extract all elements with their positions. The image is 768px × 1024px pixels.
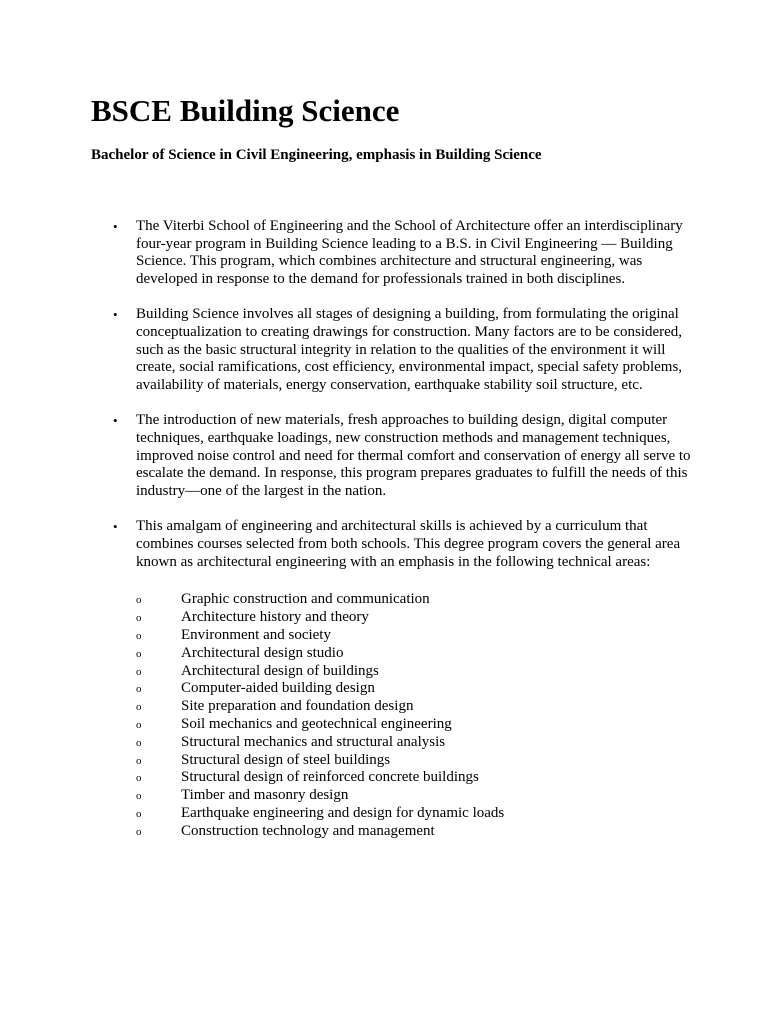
list-item: o Earthquake engineering and design for dynamic loads [136,805,691,823]
page-title: BSCE Building Science [91,93,400,128]
bullet-item-3 [91,412,691,501]
bullet-icon: • [113,519,118,535]
sub-bullet-icon: o [136,825,142,838]
list-item: o Site preparation and foundation design [136,698,691,716]
sub-bullet-icon: o [136,754,142,767]
bullet-list [91,218,691,858]
bullet-text-2: Building Science involves all stages of designing a building, from formulating the original conceptualization to creating drawings for construction. Many factors are to be considered, such as the basic structural integrity in relation to the qualities of the environment it will create, social ramifications, cost efficiency, environmental impact, special safety problems, availability of materials, energy conservation, earthquake stability soil structure, etc. [136,306,683,394]
sub-bullet-icon: o [136,612,142,625]
list-item: o Computer-aided building design [136,680,691,698]
list-item: o Soil mechanics and geotechnical engineering [136,716,691,734]
bullet-item-4 [91,518,691,840]
bullet-icon: • [113,219,118,234]
list-item: o Structural mechanics and structural analysis [136,734,691,752]
sub-bullet-icon: o [136,647,142,660]
sub-bullet-icon: o [136,665,142,678]
sub-bullet-icon: o [136,701,142,714]
list-item: o Environment and society [136,627,691,645]
sub-bullet-icon: o [136,772,142,785]
sub-bullet-icon: o [136,790,142,803]
list-item: o Timber and masonry design [136,787,691,805]
bullet-text-1: The Viterbi School of Engineering and the School of Architecture offer an interdisciplinary four-year program in Building Science leading to a B.S. in Civil Engineering — Building Science. This program, which combines architecture and structural engineering, was developed in response to the demand for professionals trained in both disciplines. [136,218,683,288]
technical-areas-list [136,591,691,840]
sub-bullet-icon: o [136,594,142,607]
bullet-text-3: The introduction of new materials, fresh approaches to building design, digital computer techniques, earthquake loadings, new construction methods and management techniques, improved noise control and need for thermal comfort and conservation of energy all serve to escalate the demand. In response, this program prepares graduates to fulfill the needs of this industry—one of the largest in the nation. [136,412,691,500]
sub-bullet-icon: o [136,719,142,732]
bullet-icon: • [113,413,118,429]
list-item: o Graphic construction and communication [136,591,691,609]
bullet-item-1 [91,218,691,289]
list-item: o Architectural design studio [136,645,691,663]
bullet-icon: • [113,307,118,323]
page-subtitle: Bachelor of Science in Civil Engineering, emphasis in Building Science [91,147,542,163]
sub-bullet-icon: o [136,630,142,643]
sub-bullet-icon: o [136,683,142,696]
list-item: o Architecture history and theory [136,609,691,627]
sub-bullet-icon: o [136,808,142,821]
list-item: o Structural design of steel buildings [136,752,691,770]
list-item: o Structural design of reinforced concrete buildings [136,769,691,787]
list-item: o Architectural design of buildings [136,663,691,681]
bullet-item-2 [91,306,691,395]
list-item: o Construction technology and management [136,823,691,841]
sub-bullet-icon: o [136,736,142,749]
bullet-text-4: This amalgam of engineering and architectural skills is achieved by a curriculum that combines courses selected from both schools. This degree program covers the general area known as architectural engineering with an emphasis in the following technical areas: [136,518,681,570]
